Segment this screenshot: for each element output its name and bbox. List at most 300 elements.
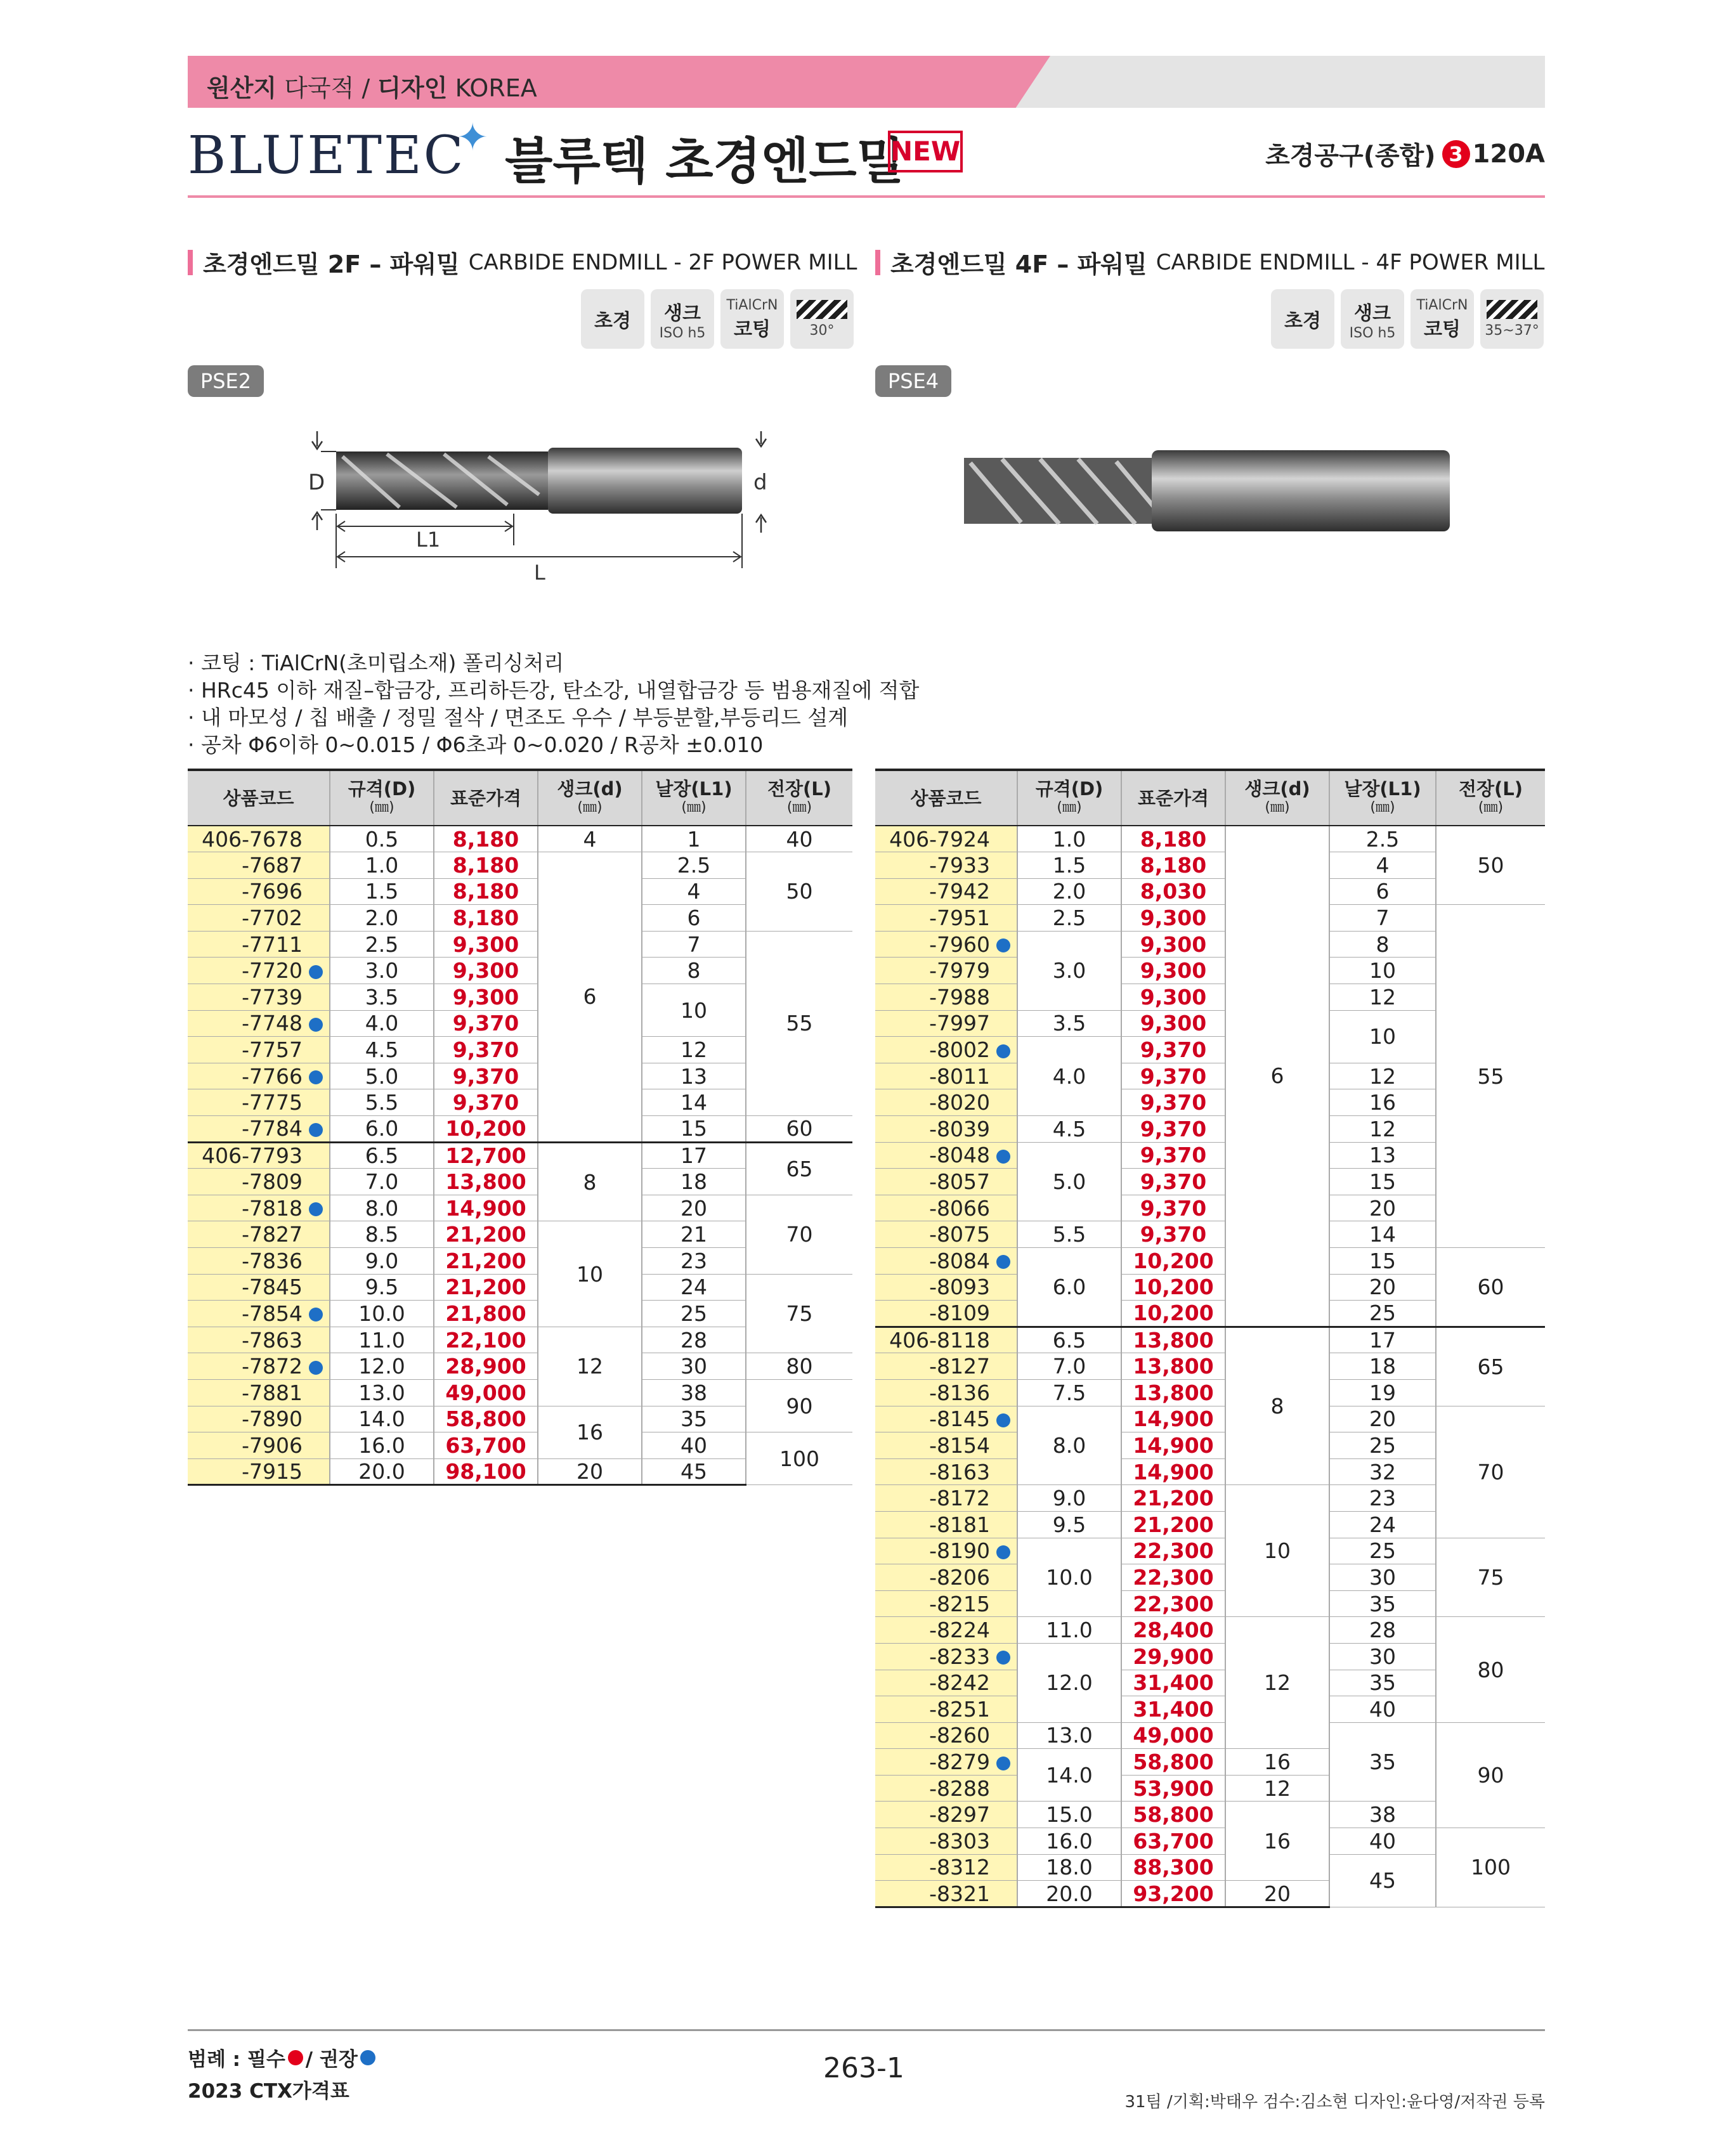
left-section-title-en: CARBIDE ENDMILL - 2F POWER MILL [468,249,857,275]
product-code-text: -7687 [242,852,303,878]
flute-length-cell: 6 [1329,878,1436,905]
product-code [188,826,330,852]
recommended-dot-icon [309,1018,323,1032]
product-code [875,931,1017,958]
diameter-cell: 3.0 [1017,931,1121,1010]
price-cell: 21,800 [434,1301,538,1327]
product-code [188,1221,330,1248]
price-cell: 9,300 [1121,958,1225,984]
flute-length-cell: 6 [642,905,746,932]
recommended-dot-icon [996,1044,1010,1058]
flute-length-cell: 1 [642,826,746,852]
diameter-cell: 7.0 [330,1169,434,1195]
overall-length-cell: 80 [746,1353,852,1380]
product-code [875,1643,1017,1670]
overall-length-cell: 90 [746,1379,852,1432]
shank-cell: 16 [1225,1802,1329,1881]
shank-cell: 8 [1225,1327,1329,1485]
table-row [188,931,852,958]
product-code-text: -7784 [242,1116,303,1141]
recommended-dot-icon [360,2050,375,2065]
product-code [188,1063,330,1089]
product-code [188,1169,330,1195]
product-code [875,1696,1017,1723]
table-row [188,1116,852,1143]
shank-cell: 6 [1225,826,1329,1327]
product-code-text: -7696 [242,879,303,904]
product-code-text: -7827 [242,1222,303,1247]
shank-badge-label: 생크 [664,302,701,325]
diameter-cell: 7.5 [1017,1379,1121,1406]
brand-star-icon: ✦ [457,115,489,160]
price-cell: 21,200 [1121,1511,1225,1538]
table-row [188,1379,852,1406]
overall-length-cell: 50 [1436,826,1545,905]
product-code-text: -8224 [929,1618,990,1643]
price-cell: 31,400 [1121,1696,1225,1723]
flute-length-cell: 20 [642,1195,746,1221]
col-length-label: 전장(L) [1458,777,1523,800]
flute-length-cell: 14 [1329,1221,1436,1248]
shank-cell: 20 [1225,1881,1329,1907]
price-cell: 58,800 [1121,1802,1225,1828]
col-unit: (㎜) [1370,799,1395,815]
diameter-cell: 14.0 [1017,1749,1121,1802]
col-dia-label: 규격(D) [348,777,416,800]
dim-D-label: D [308,470,325,495]
flute-length-cell: 15 [1329,1169,1436,1195]
product-code [188,878,330,905]
endmill-2f-dimension-drawing [298,419,780,583]
diameter-cell: 1.0 [330,852,434,879]
product-code-text: -7890 [242,1406,303,1432]
product-code-text: -8190 [929,1538,990,1564]
overall-length-cell: 40 [746,826,852,852]
product-code [875,1010,1017,1037]
shank-cell: 16 [1225,1749,1329,1776]
brand-logo: BLUETEC [188,126,466,186]
shank-body [1152,450,1450,531]
col-flute [642,770,746,826]
diameter-cell: 2.0 [1017,878,1121,905]
product-code [188,1458,330,1485]
flute-length-cell: 4 [642,878,746,905]
product-code [875,905,1017,932]
table-row [875,1538,1545,1564]
credit-line: 31팀 /기획:박태우 검수:김소현 디자인:윤다영/저작권 등록 [1124,2093,1545,2112]
shank-badge-label: 생크 [1354,302,1391,325]
flute-length-cell: 25 [1329,1301,1436,1327]
left-section-title [188,245,857,280]
product-code-text: -7818 [242,1195,303,1221]
product-code-text: -8181 [929,1512,990,1537]
recommended-dot-icon [309,1308,323,1322]
table-row [188,1142,852,1169]
note-item: · HRc45 이하 재질–합금강, 프리하든강, 탄소강, 내열합금강 등 범용재질에 적합 [188,678,920,703]
flute-length-cell: 12 [642,1037,746,1063]
overall-length-cell: 75 [746,1274,852,1353]
col-shank [1225,770,1329,826]
product-code-text: -8011 [929,1063,990,1089]
product-code-text: -8172 [929,1486,990,1511]
origin-label: 원산지 [207,74,277,102]
price-cell: 8,180 [434,905,538,932]
page-title: 블루텍 초경엔드밀 [505,133,904,190]
price-cell: 9,300 [1121,931,1225,958]
product-code [875,984,1017,1011]
flute-length-cell: 7 [1329,905,1436,932]
price-cell: 10,200 [1121,1248,1225,1275]
col-length [1436,770,1545,826]
col-length [746,770,852,826]
price-cell: 9,370 [1121,1195,1225,1221]
price-cell: 10,200 [1121,1301,1225,1327]
product-code [875,826,1017,852]
product-code [875,1511,1017,1538]
origin-sep: / [362,74,370,102]
flute-length-cell: 28 [642,1327,746,1353]
price-cell: 9,370 [1121,1037,1225,1063]
product-code [875,1327,1017,1353]
product-code-text: -7960 [929,932,990,957]
product-code [875,1564,1017,1591]
legend [188,2043,375,2072]
flute-length-cell: 13 [642,1063,746,1089]
col-shank-label: 생크(d) [1244,777,1310,800]
price-cell: 49,000 [434,1379,538,1406]
flute-length-cell: 35 [1329,1722,1436,1802]
product-code [875,1590,1017,1617]
price-cell: 9,300 [434,958,538,984]
recommended-dot-icon [996,1255,1010,1269]
price-cell: 13,800 [1121,1327,1225,1353]
coating-badge [1411,289,1474,349]
diameter-cell: 16.0 [330,1432,434,1459]
col-unit: (㎜) [1478,799,1504,815]
product-code-text: -8048 [929,1143,990,1168]
category-code: 120A [1472,139,1545,169]
product-code-text: -8163 [929,1459,990,1484]
price-cell: 49,000 [1121,1722,1225,1749]
price-cell: 9,300 [1121,1010,1225,1037]
price-cell: 14,900 [1121,1458,1225,1485]
coating-badge-sub: TiAlCrN [726,297,778,313]
shank-cell: 20 [538,1458,642,1485]
price-cell: 88,300 [1121,1854,1225,1881]
product-code [875,1775,1017,1802]
flute-length-cell: 15 [642,1116,746,1143]
recommended-dot-icon [309,1070,323,1084]
diameter-cell: 18.0 [1017,1854,1121,1881]
diameter-cell: 1.0 [1017,826,1121,852]
product-code-text: -7739 [242,984,303,1010]
product-code [875,1617,1017,1644]
diameter-cell: 14.0 [330,1406,434,1432]
product-code [875,1722,1017,1749]
overall-length-cell: 65 [1436,1327,1545,1406]
shank-badge [1341,289,1404,349]
shank-badge [651,289,714,349]
product-code [875,1274,1017,1301]
product-code [188,852,330,879]
shank-cell: 4 [538,826,642,852]
price-cell: 9,370 [1121,1142,1225,1169]
product-code [188,931,330,958]
flute-length-cell: 15 [1329,1248,1436,1275]
shank-badge-sub: ISO h5 [1349,325,1396,341]
product-code [875,1248,1017,1275]
product-code-text: -7836 [242,1248,303,1273]
product-code [875,1406,1017,1432]
flute-length-cell: 4 [1329,852,1436,879]
product-code-text: -8145 [929,1406,990,1432]
product-code-text: -8288 [929,1776,990,1801]
flute-length-cell: 30 [642,1353,746,1380]
price-cell: 9,300 [1121,905,1225,932]
product-code-text: 406-7924 [889,826,990,852]
table-row [875,1406,1545,1432]
overall-length-cell: 70 [746,1195,852,1274]
product-code-text: -8312 [929,1855,990,1880]
table-row [188,1432,852,1459]
coating-badge-label: 코팅 [1424,318,1461,341]
price-cell: 13,800 [1121,1379,1225,1406]
price-cell: 8,180 [434,878,538,905]
dim-L-label: L [534,561,545,583]
legend-required-label: 범례 : 필수 [188,2048,285,2071]
product-code-text: -8321 [929,1881,990,1906]
price-cell: 8,180 [1121,826,1225,852]
product-code [188,1195,330,1221]
product-code [875,1089,1017,1116]
category-label [1265,136,1545,172]
flute-length-cell: 25 [1329,1538,1436,1564]
shank-cell: 8 [538,1142,642,1221]
overall-length-cell: 75 [1436,1538,1545,1617]
table-row [188,1274,852,1301]
recommended-dot-icon [996,1651,1010,1665]
material-badge [1271,289,1334,349]
product-code [188,1353,330,1380]
diameter-cell: 0.5 [330,826,434,852]
table-header-row [188,770,852,826]
product-code-text: -7775 [242,1090,303,1115]
product-code-text: -7942 [929,879,990,904]
price-cell: 22,300 [1121,1590,1225,1617]
product-code [188,1274,330,1301]
design-value: KOREA [455,74,537,102]
diameter-cell: 5.0 [330,1063,434,1089]
product-code-text: -7766 [242,1063,303,1089]
overall-length-cell: 100 [746,1432,852,1485]
product-code [875,1142,1017,1169]
product-code [875,1749,1017,1776]
product-code [875,1195,1017,1221]
flute-length-cell: 10 [642,984,746,1037]
price-cell: 8,180 [434,852,538,879]
price-cell: 8,180 [1121,852,1225,879]
diameter-cell: 5.5 [330,1089,434,1116]
product-code-text: 406-7793 [202,1143,303,1168]
product-code [875,852,1017,879]
price-cell: 13,800 [1121,1353,1225,1380]
coating-badge-label: 코팅 [734,318,771,341]
product-code-text: -8057 [929,1169,990,1195]
coating-badge-sub: TiAlCrN [1416,297,1468,313]
shank-cell: 16 [538,1406,642,1458]
flute-length-cell: 24 [1329,1511,1436,1538]
product-code-text: -8127 [929,1354,990,1379]
legend-recommended-label: / 권장 [305,2048,358,2071]
table-row [875,1828,1545,1855]
price-cell: 22,100 [434,1327,538,1353]
flute-length-cell: 25 [642,1301,746,1327]
diameter-cell: 13.0 [330,1379,434,1406]
price-cell: 13,800 [434,1169,538,1195]
diameter-cell: 8.0 [330,1195,434,1221]
product-code [188,1327,330,1353]
right-pse-tag: PSE4 [875,365,951,397]
category-number-badge: 3 [1442,140,1470,168]
overall-length-cell: 65 [746,1142,852,1195]
table-row [188,826,852,852]
col-unit: (㎜) [1265,799,1290,815]
price-cell: 9,370 [434,1089,538,1116]
price-cell: 8,030 [1121,878,1225,905]
product-code-text: -8039 [929,1116,990,1141]
product-code [188,1248,330,1275]
flute-length-cell: 45 [1329,1854,1436,1907]
flute-length-cell: 40 [1329,1828,1436,1855]
shank-cell: 6 [538,852,642,1143]
flute-length-cell: 38 [642,1379,746,1406]
product-code-text: 406-7678 [202,826,303,852]
flute-length-cell: 10 [1329,958,1436,984]
dim-L1-label: L1 [416,528,441,552]
product-code [875,1353,1017,1380]
flute-length-cell: 21 [642,1221,746,1248]
price-cell: 21,200 [434,1221,538,1248]
flute-length-cell: 28 [1329,1617,1436,1644]
flute-length-cell: 32 [1329,1458,1436,1485]
product-code-text: -8242 [929,1670,990,1696]
product-code-text: -8093 [929,1275,990,1300]
flute-length-cell: 40 [642,1432,746,1459]
col-unit: (㎜) [1057,799,1082,815]
endmill-4f-drawing [964,444,1452,539]
product-code-text: -7951 [929,906,990,931]
overall-length-cell: 55 [1436,905,1545,1248]
price-cell: 9,370 [1121,1116,1225,1143]
product-code [875,878,1017,905]
flute-length-cell: 14 [642,1089,746,1116]
overall-length-cell: 60 [1436,1248,1545,1327]
product-code-text: -7997 [929,1011,990,1036]
price-cell: 12,700 [434,1142,538,1169]
product-code [875,1670,1017,1696]
flute-length-cell: 24 [642,1274,746,1301]
product-code [188,1089,330,1116]
product-code [875,1221,1017,1248]
diameter-cell: 11.0 [1017,1617,1121,1644]
diameter-cell: 9.0 [330,1248,434,1275]
overall-length-cell: 60 [746,1116,852,1143]
left-section-title-ko: 초경엔드밀 2F – 파워밀 [203,250,460,278]
price-cell: 9,370 [1121,1063,1225,1089]
product-code [875,1379,1017,1406]
flute-length-cell: 12 [1329,1063,1436,1089]
price-cell: 29,900 [1121,1643,1225,1670]
product-code [188,1432,330,1459]
price-cell: 21,200 [434,1248,538,1275]
product-code [875,1802,1017,1828]
price-cell: 63,700 [434,1432,538,1459]
flute-length-cell: 38 [1329,1802,1436,1828]
col-unit: (㎜) [369,799,394,815]
recommended-dot-icon [996,938,1010,952]
product-code [188,1142,330,1169]
diameter-cell: 20.0 [330,1458,434,1485]
col-code: 상품코드 [875,770,1017,826]
product-code [188,984,330,1011]
diameter-cell: 4.5 [330,1037,434,1063]
product-code-text: -8206 [929,1564,990,1590]
price-cell: 9,300 [434,931,538,958]
flute-length-cell: 2.5 [1329,826,1436,852]
product-code-text: -7863 [242,1327,303,1353]
price-cell: 9,370 [434,1010,538,1037]
left-spec-badges [581,289,854,349]
price-cell: 9,300 [434,984,538,1011]
shank-cell: 12 [1225,1775,1329,1802]
price-cell: 31,400 [1121,1670,1225,1696]
product-code-text: -8075 [929,1222,990,1247]
shank-cell: 12 [538,1327,642,1406]
product-code-text: -8279 [929,1750,990,1775]
diameter-cell: 5.0 [1017,1142,1121,1221]
recommended-dot-icon [996,1150,1010,1164]
right-section-title [875,245,1544,280]
price-cell: 10,200 [434,1116,538,1143]
product-code [875,958,1017,984]
recommended-dot-icon [996,1413,1010,1427]
product-code [875,1485,1017,1512]
diameter-cell: 4.0 [330,1010,434,1037]
diameter-cell: 1.5 [1017,852,1121,879]
flute-length-cell: 30 [1329,1564,1436,1591]
recommended-dot-icon [309,1361,323,1375]
shank-cell: 10 [1225,1485,1329,1617]
table-row [188,852,852,879]
price-table-2f [188,769,852,1486]
price-cell: 8,180 [434,826,538,852]
product-code [188,1037,330,1063]
col-shank [538,770,642,826]
diameter-cell: 4.5 [1017,1116,1121,1143]
diameter-cell: 8.0 [1017,1406,1121,1485]
col-unit: (㎜) [786,799,812,815]
recommended-dot-icon [309,1123,323,1137]
col-shank-label: 생크(d) [557,777,623,800]
note-item: · 공차 Φ6이하 0~0.015 / Φ6초과 0~0.020 / R공차 ±0.010 [188,732,764,757]
product-code [875,1301,1017,1327]
product-code [188,958,330,984]
price-cell: 53,900 [1121,1775,1225,1802]
flute-length-cell: 25 [1329,1432,1436,1459]
overall-length-cell: 80 [1436,1617,1545,1722]
origin-text [207,68,537,103]
product-code-text: -7757 [242,1037,303,1063]
